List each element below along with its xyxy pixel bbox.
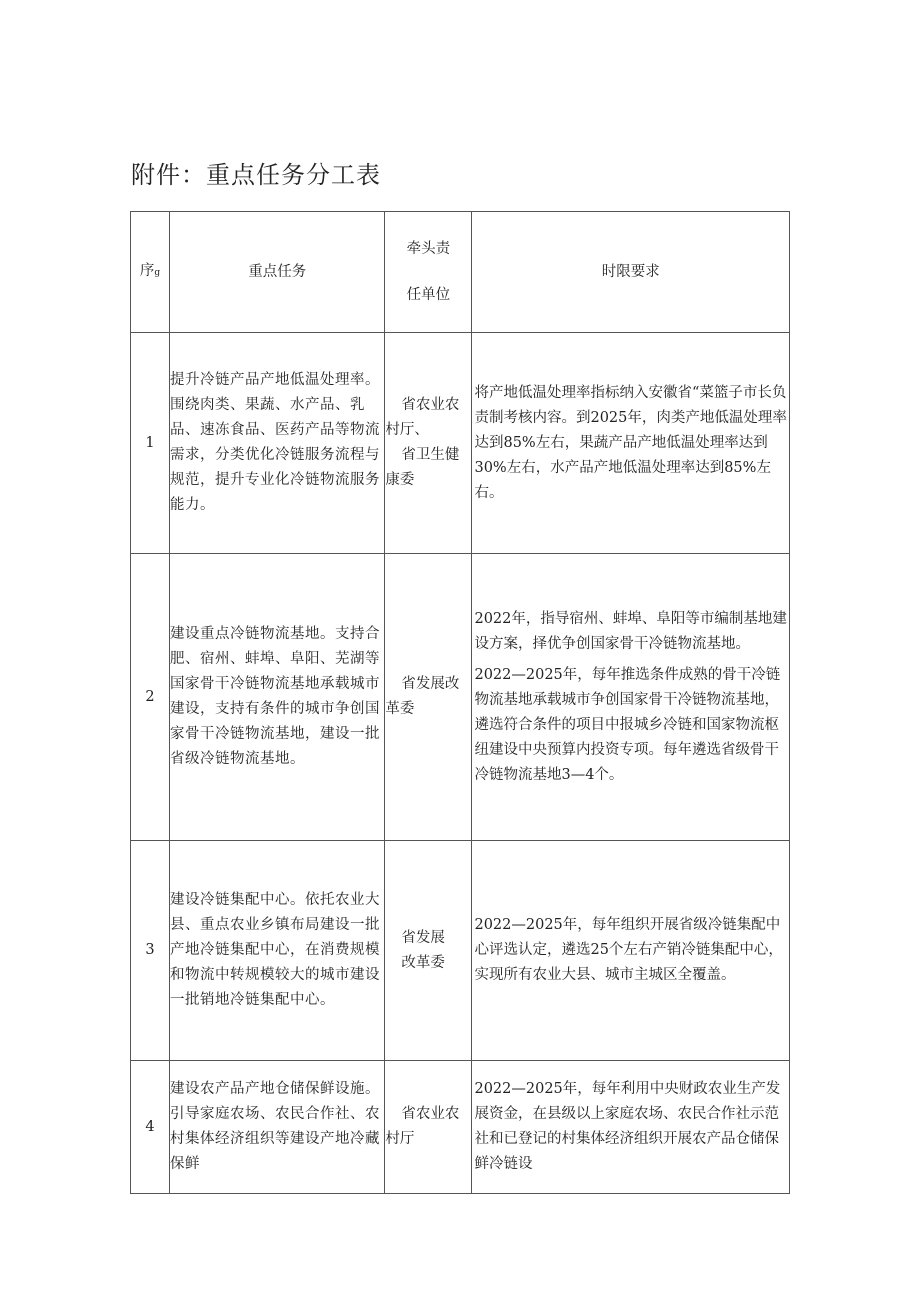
row-task: 提升冷链产品产地低温处理率。围绕肉类、果蔬、水产品、乳品、速冻食品、医药产品等物流需求，分类优化冷链服务流程与规范，提升专业化冷链物流服务能力。 xyxy=(170,333,385,554)
header-deadline: 时限要求 xyxy=(472,212,790,333)
row-seq: 4 xyxy=(131,1061,170,1194)
row-requirements: 将产地低温处理率指标纳入安徽省“菜篮子市长负责制考核内容。到2025年，肉类产地低温处理率达到85%左右，果蔬产品产地低温处理率达到30%左右，水产品产地低温处理率达到85%左右。 xyxy=(472,333,790,554)
row-task: 建设冷链集配中心。依托农业大县、重点农业乡镇布局建设一批产地冷链集配中心，在消费规模和物流中转规模较大的城市建设一批销地冷链集配中心。 xyxy=(170,841,385,1061)
row-task: 建设重点冷链物流基地。支持合肥、宿州、蚌埠、阜阳、芜湖等国家骨干冷链物流基地承载城市建设，支持有条件的城市争创国家骨干冷链物流基地，建设一批省级冷链物流基地。 xyxy=(170,554,385,841)
row-owner: 省发展 改革委 xyxy=(385,841,472,1061)
row-seq: 1 xyxy=(131,333,170,554)
row-owner: 省发展改革委 xyxy=(385,554,472,841)
row-requirements: 2022年，指导宿州、蚌埠、阜阳等市编制基地建设方案，择优争创国家骨干冷链物流基地。 2022—2025年，每年推选条件成熟的骨干冷链物流基地承载城市争创国家骨干冷链物流基地，遴选符合条件的项目中报城乡冷链和国家物流枢纽建设中央预算内投资专项。每年遴选省级骨干冷链物流基地3—4个。 xyxy=(472,554,790,841)
header-task: 重点任务 xyxy=(170,212,385,333)
row-requirements: 2022—2025年，每年利用中央财政农业生产发展资金，在县级以上家庭农场、农民合作社示范社和已登记的村集体经济组织开展农产品仓储保鲜冷链设 xyxy=(472,1061,790,1194)
header-owner: 牵头责 任单位 xyxy=(385,212,472,333)
row-owner: 省农业农村厅、 省卫生健康委 xyxy=(385,333,472,554)
row-seq: 2 xyxy=(131,554,170,841)
table-row xyxy=(131,333,790,554)
header-seq: 序g xyxy=(131,212,170,333)
task-division-table xyxy=(130,211,790,1194)
table-row xyxy=(131,1061,790,1194)
table-row xyxy=(131,841,790,1061)
table-header-row xyxy=(131,212,790,333)
row-task: 建设农产品产地仓储保鲜设施。引导家庭农场、农民合作社、农村集体经济组织等建设产地冷藏保鲜 xyxy=(170,1061,385,1194)
row-requirements: 2022—2025年，每年组织开展省级冷链集配中心评选认定，遴选25个左右产销冷链集配中心，实现所有农业大县、城市主城区全覆盖。 xyxy=(472,841,790,1061)
page-title: 附件：重点任务分工表 xyxy=(131,161,381,189)
row-seq: 3 xyxy=(131,841,170,1061)
table-row xyxy=(131,554,790,841)
row-owner: 省农业农村厅 xyxy=(385,1061,472,1194)
